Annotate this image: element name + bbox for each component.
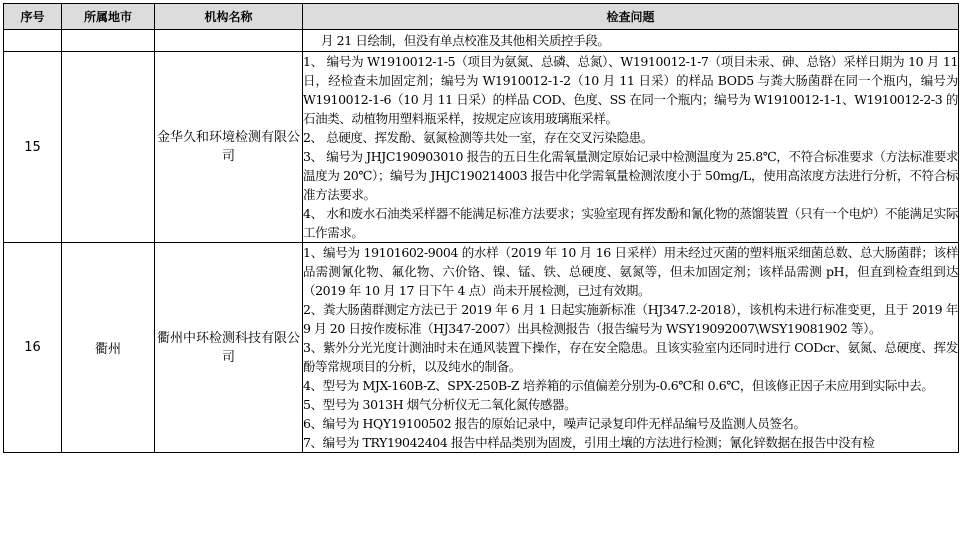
cell-empty <box>62 30 155 52</box>
table-row <box>4 243 959 453</box>
header-seq: 序号 <box>4 4 62 30</box>
row-issues <box>303 243 959 453</box>
cell-empty <box>4 30 62 52</box>
issue-item: 1、编号为 19101602-9004 的水样（2019 年 10 月 16 日采样）用未经过灭菌的塑料瓶采细菌总数、总大肠菌群；该样品需测氰化物、氟化物、六价铬、镍、锰、铁、总硬度、氨氮等，但未加固定剂；该样品需测 pH，但直到检查组到达（2019 年 10 月 17 日下午 4 点）尚未开展检测，已过有效期。 <box>303 245 958 298</box>
issue-item: 4、型号为 MJX-160B-Z、SPX-250B-Z 培养箱的示值偏差分别为-0.6℃和 0.6℃，但该修正因子未应用到实际中去。 <box>303 378 934 393</box>
continuation-text: 月 21 日绘制，但没有单点校准及其他相关质控手段。 <box>303 30 959 52</box>
header-row <box>4 4 959 30</box>
cell-empty <box>155 30 303 52</box>
issue-item: 6、编号为 HQY19100502 报告的原始记录中，噪声记录复印件无样品编号及监测人员签名。 <box>303 416 806 431</box>
row-city <box>62 52 155 243</box>
header-city: 所属地市 <box>62 4 155 30</box>
issue-item: 3、 编号为 JHJC190903010 报告的五日生化需氧量测定原始记录中检测温度为 25.8℃，不符合标准要求（方法标准要求温度为 20℃）；编号为 JHJC190214003 报告中化学需氧量检测浓度小于 50mg/L，使用高浓度方法进行分析，不符合标准方法要求。 <box>303 149 958 202</box>
header-org: 机构名称 <box>155 4 303 30</box>
table-row <box>4 52 959 243</box>
issue-item: 5、型号为 3013H 烟气分析仪无二氧化氮传感器。 <box>303 397 577 412</box>
issue-item: 2、 总硬度、挥发酚、氨氮检测等共处一室，存在交叉污染隐患。 <box>303 130 653 145</box>
row-city: 衢州 <box>62 243 155 453</box>
header-issues: 检查问题 <box>303 4 959 30</box>
issue-item: 4、 水和废水石油类采样器不能满足标准方法要求；实验室现有挥发酚和氰化物的蒸馏装置（只有一个电炉）不能满足实际工作需求。 <box>303 206 958 240</box>
row-issues <box>303 52 959 243</box>
issue-item: 7、编号为 TRY19042404 报告中样品类别为固废，引用土壤的方法进行检测；氰化锌数据在报告中没有检 <box>303 435 875 450</box>
issue-item: 1、 编号为 W1910012-1-5（项目为氨氮、总磷、总氮）、W1910012-1-7（项目未汞、砷、总铬）采样日期为 10 月 11 日，经检查未加固定剂；编号为 W1910012-1-2（10 月 11 日采）的样品 BOD5 与粪大肠菌群在同一个瓶内，编号为 W1910012-1-6（10 月 11 日采）的样品 COD、色度、SS 在同一个瓶内；编号为 W1910012-1-1、W1910012-2-3 的石油类、动植物用塑料瓶采样，按规定应该用玻璃瓶采样。 <box>303 54 958 126</box>
issue-item: 2、粪大肠菌群测定方法已于 2019 年 6 月 1 日起实施新标准（HJ347.2-2018），该机构未进行标准变更，且于 2019 年 9 月 20 日按作废标准（HJ347-2007）出具检测报告（报告编号为 WSY19092007\WSY19081902 等）。 <box>303 302 958 336</box>
issue-item: 3、紫外分光光度计测油时未在通风装置下操作，存在安全隐患。且该实验室内还同时进行 CODcr、氨氮、总硬度、挥发酚等常规项目的分析，以及纯水的制备。 <box>303 340 958 374</box>
row-org: 金华久和环境检测有限公司 <box>155 52 303 243</box>
row-seq: 15 <box>4 52 62 243</box>
inspection-table <box>3 3 959 453</box>
row-org: 衢州中环检测科技有限公司 <box>155 243 303 453</box>
continuation-row <box>4 30 959 52</box>
row-seq: 16 <box>4 243 62 453</box>
